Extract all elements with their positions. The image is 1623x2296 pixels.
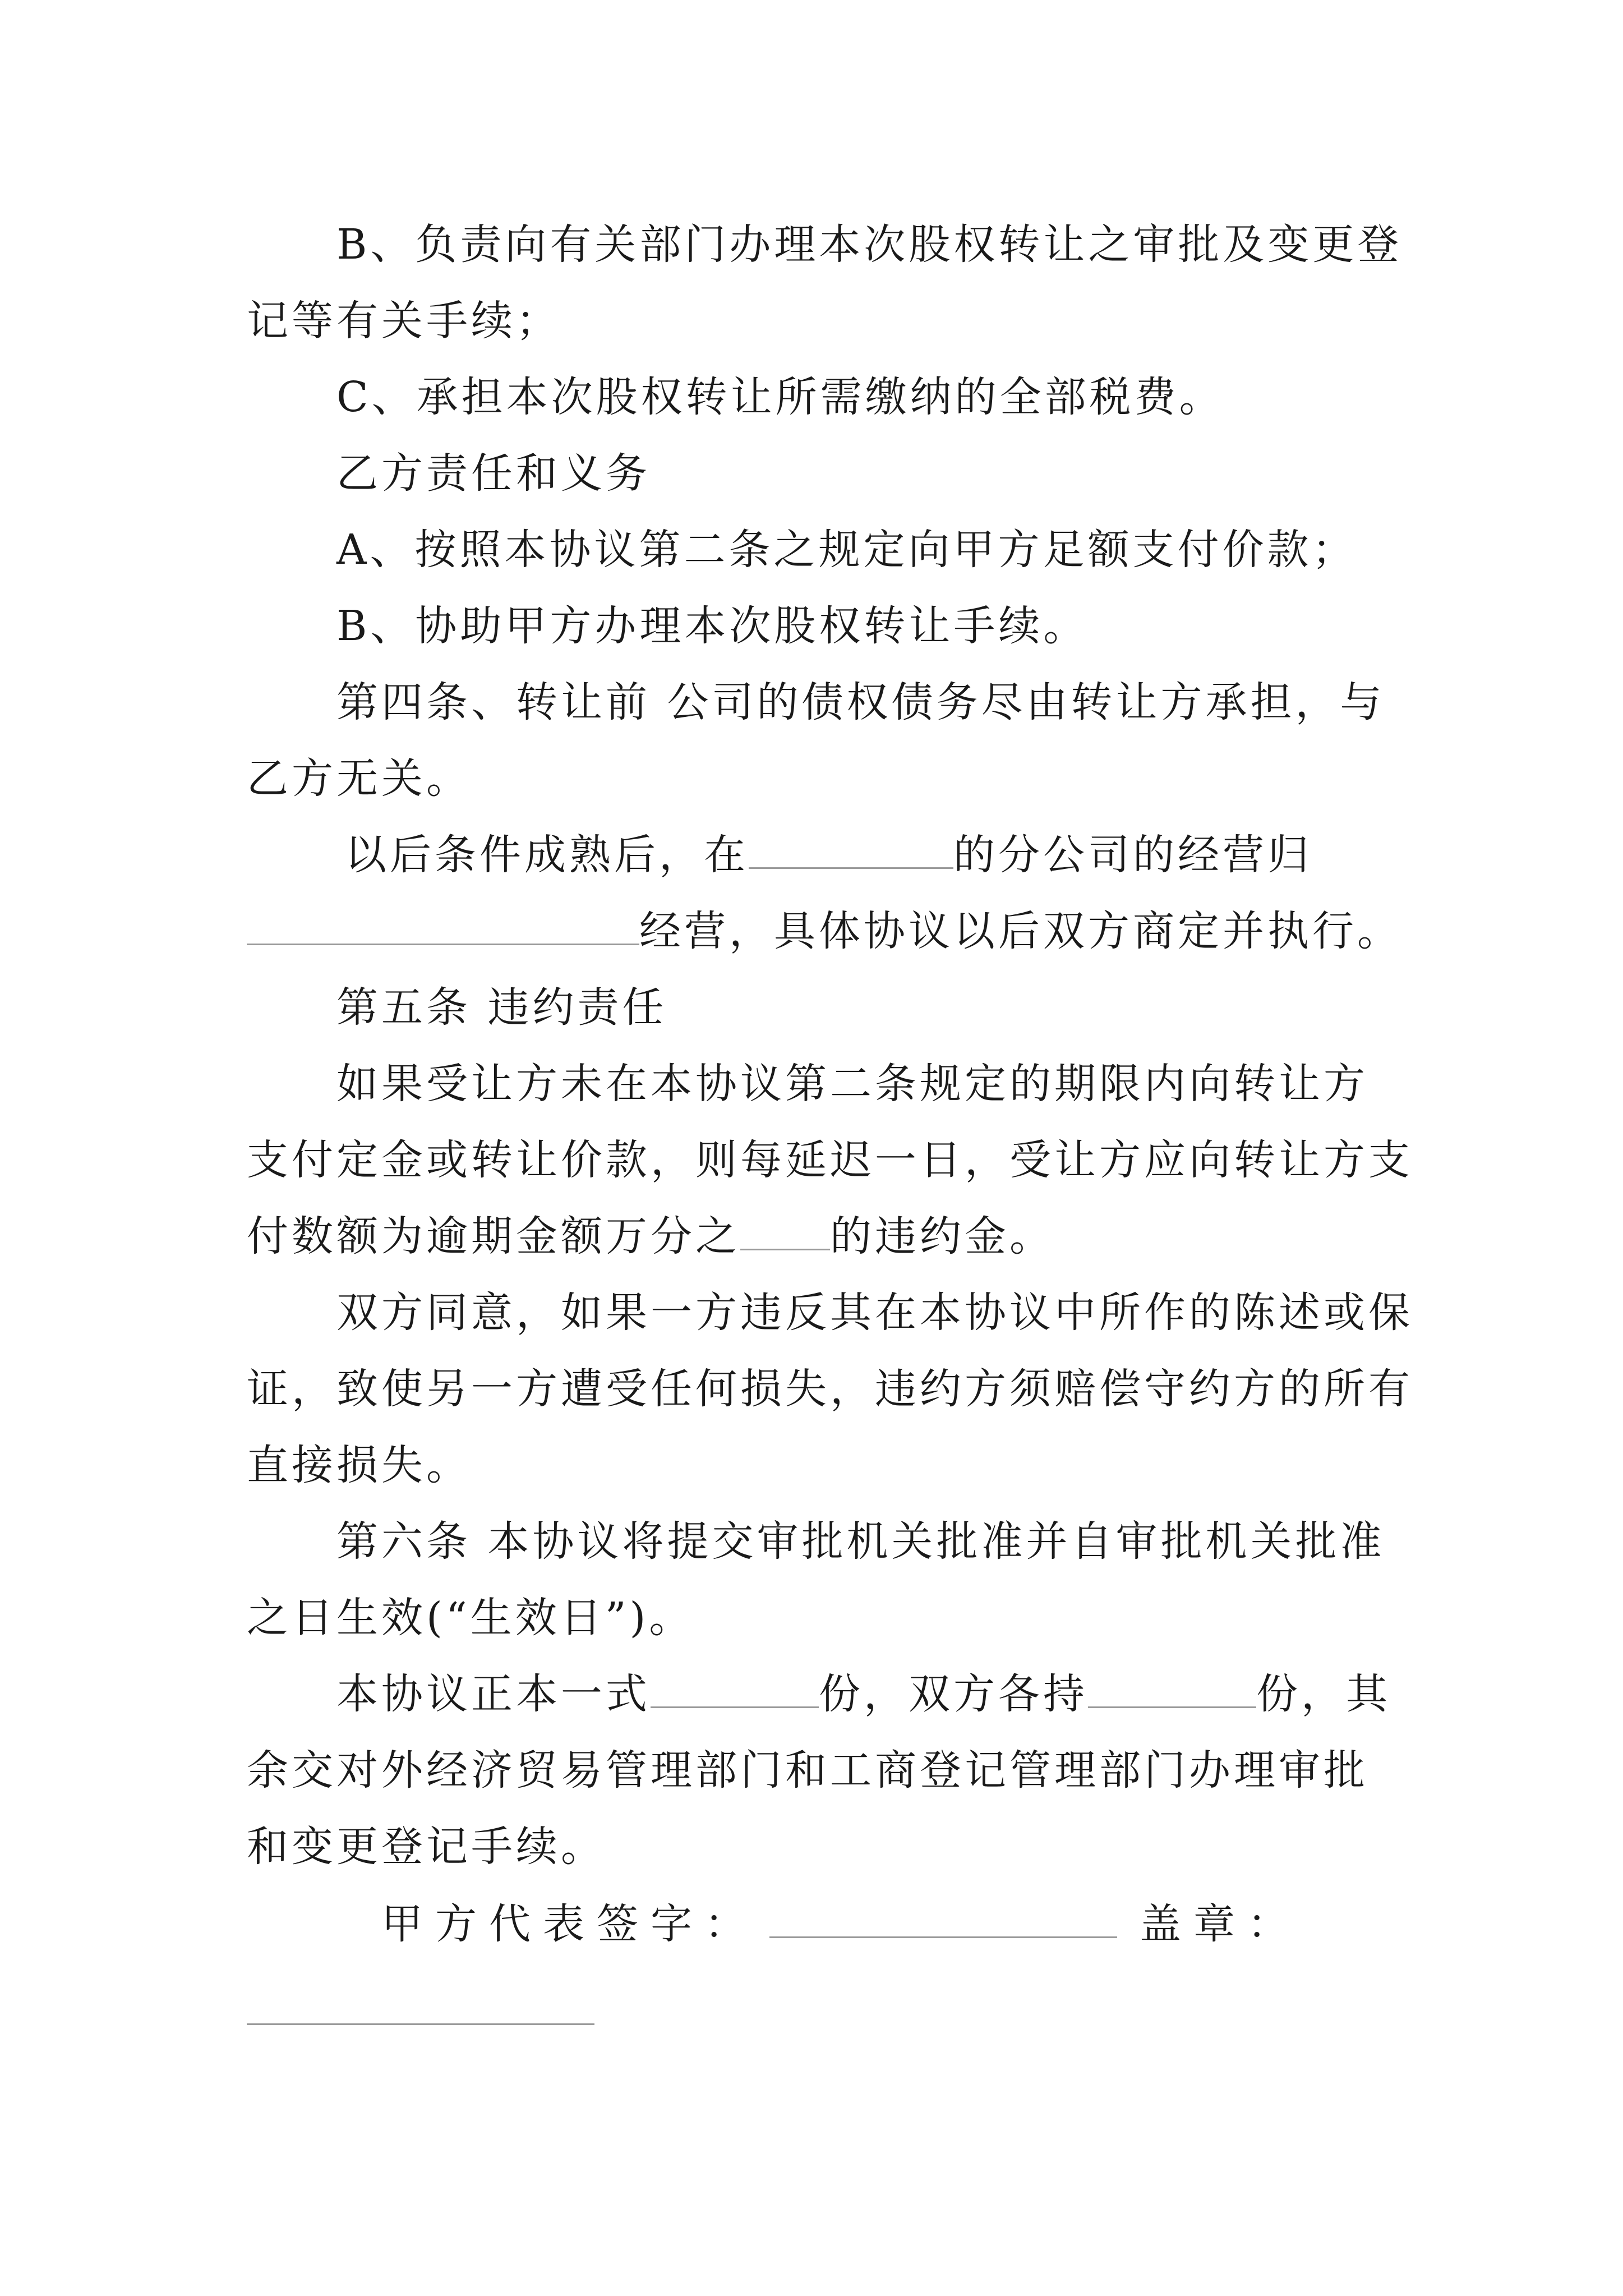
text-line: 第四条、转让前 公司的债权债务尽由转让方承担，与 <box>336 678 1385 726</box>
text-line <box>247 903 1402 959</box>
signature-line <box>381 1896 1301 1952</box>
text-segment: 付数额为逾期金额万分之 <box>247 1212 740 1260</box>
text-line: B、负责向有关部门办理本次股权转让之审批及变更登 <box>336 220 1403 269</box>
fill-blank <box>740 1212 830 1250</box>
fill-blank <box>651 1669 819 1708</box>
text-segment: 经营，具体协议以后双方商定并执行。 <box>639 907 1402 955</box>
text-line <box>345 827 1312 883</box>
fill-blank <box>749 830 953 869</box>
text-segment: 的违约金。 <box>830 1212 1054 1260</box>
text-line: 和变更登记手续。 <box>247 1823 606 1871</box>
text-segment: 本协议正本一式 <box>336 1670 651 1718</box>
text-line: 记等有关手续； <box>247 297 561 345</box>
seal-label: 盖章： <box>1140 1900 1301 1948</box>
text-segment: 以后条件成熟后，在 <box>345 831 749 879</box>
text-line: 乙方无关。 <box>247 754 471 803</box>
text-line: B、协助甲方办理本次股权转让手续。 <box>336 602 1089 650</box>
text-line <box>247 1208 1054 1264</box>
text-line: A、按照本协议第二条之规定向甲方足额支付价款； <box>336 526 1357 574</box>
text-line: 如果受让方未在本协议第二条规定的期限内向转让方 <box>336 1060 1368 1108</box>
text-line: 余交对外经济贸易管理部门和工商登记管理部门办理审批 <box>247 1746 1368 1795</box>
text-line: 直接损失。 <box>247 1441 471 1489</box>
text-segment: 的分公司的经营归 <box>953 831 1312 879</box>
section-heading: 第六条 本协议将提交审批机关批准并自审批机关批准 <box>336 1517 1385 1566</box>
section-heading: 第五条 违约责任 <box>336 983 667 1032</box>
text-line: 证，致使另一方遭受任何损失，违约方须赔偿守约方的所有 <box>247 1365 1413 1413</box>
text-segment: 份，双方各持 <box>819 1670 1088 1718</box>
signature-label: 甲方代表签字： <box>381 1900 758 1948</box>
seal-blank <box>247 2023 594 2025</box>
fill-blank <box>1088 1669 1256 1708</box>
section-heading: 乙方责任和义务 <box>336 449 651 498</box>
text-line: 支付定金或转让价款，则每延迟一日，受让方应向转让方支 <box>247 1136 1413 1184</box>
signature-blank <box>769 1899 1117 1938</box>
fill-blank <box>247 907 639 945</box>
text-line: 双方同意，如果一方违反其在本协议中所作的陈述或保 <box>336 1289 1413 1337</box>
text-segment: 份，其 <box>1256 1670 1391 1718</box>
text-line <box>336 1666 1391 1722</box>
text-line: C、承担本次股权转让所需缴纳的全部税费。 <box>336 373 1224 421</box>
text-line: 之日生效(“生效日”)。 <box>247 1594 694 1642</box>
